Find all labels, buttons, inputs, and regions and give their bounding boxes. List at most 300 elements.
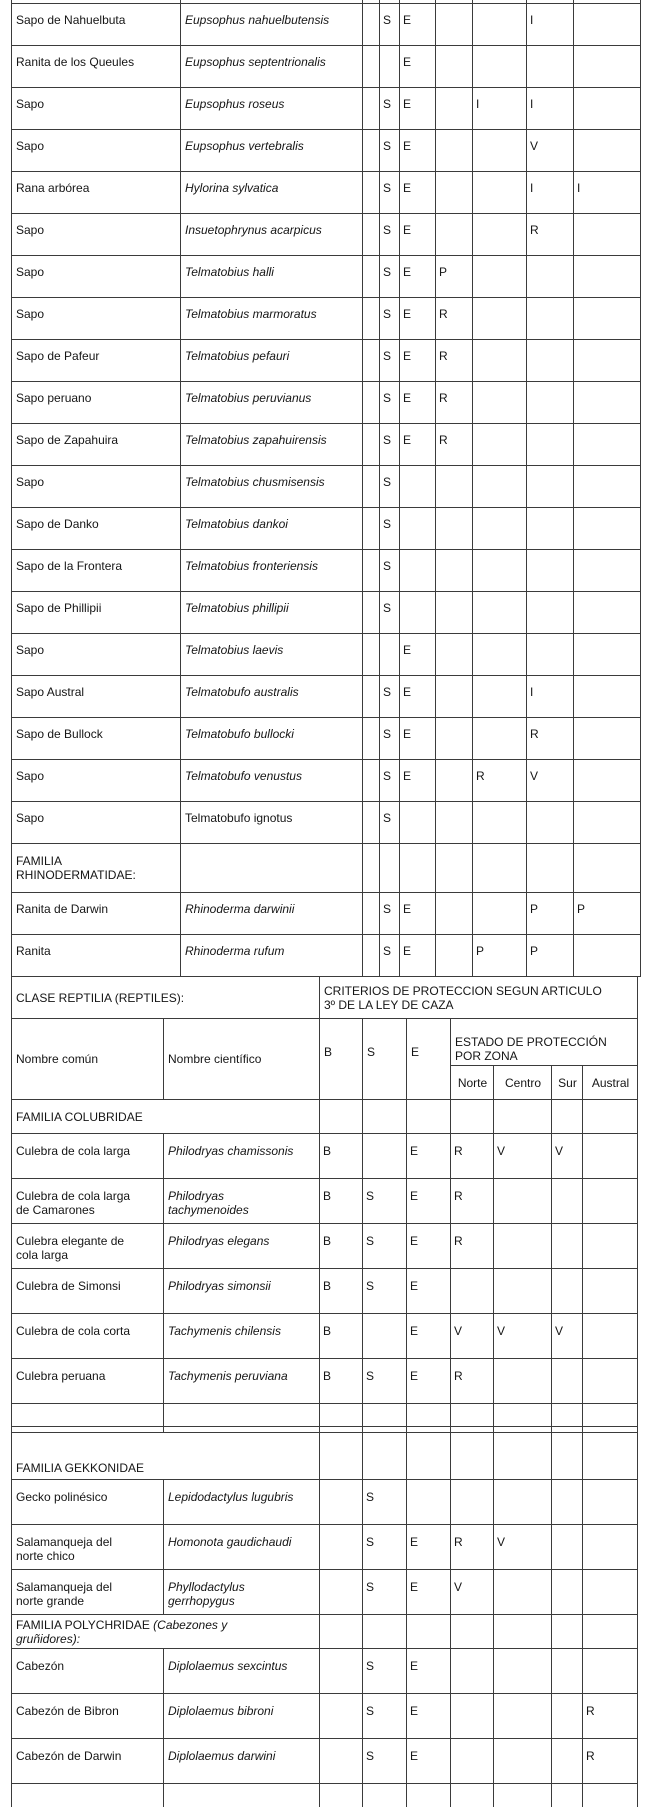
- cell-zone-4: [574, 634, 641, 676]
- cell-zone-3: [527, 256, 574, 298]
- cell-criterion-s: S: [363, 1179, 407, 1224]
- cell-scientific-name: Philodryas tachymenoides: [164, 1179, 320, 1224]
- cell-scientific-name: Diplolaemus darwini: [164, 1739, 320, 1784]
- cell-zone-centro: [494, 1570, 552, 1615]
- cell-zone-2: [473, 844, 527, 893]
- cell-zone-4: [574, 424, 641, 466]
- species-row: [12, 1480, 638, 1525]
- cell-zone-sur: [552, 1525, 583, 1570]
- species-row: [12, 88, 641, 130]
- cell-zone-centro: V: [494, 1525, 552, 1570]
- cell-common-name: Culebra de Simonsi: [12, 1269, 164, 1314]
- cell-zone-4: P: [574, 893, 641, 935]
- cell-criterion-b: [363, 935, 380, 977]
- cell-zone-3: V: [527, 760, 574, 802]
- cell-zone-1: R: [436, 298, 473, 340]
- species-row: [12, 1739, 638, 1784]
- cell-criterion-b: [363, 130, 380, 172]
- cell-scientific-name: Tachymenis peruviana: [164, 1359, 320, 1404]
- cell-criterion-b: B: [320, 1134, 363, 1179]
- cell-criterion-s: [363, 1784, 407, 1807]
- cell-criterion-s: [380, 634, 400, 676]
- cell-zone-sur: [552, 1570, 583, 1615]
- cell-criterion-e: E: [407, 1269, 451, 1314]
- cell-zone-austral: [583, 1615, 638, 1649]
- cell-zone-3: I: [527, 4, 574, 46]
- cell-criterion-s: [363, 1433, 407, 1480]
- header-zone-austral: Austral: [583, 1066, 638, 1100]
- cell-zone-1: [436, 46, 473, 88]
- cell-zone-3: [527, 508, 574, 550]
- cell-scientific-name: Rhinoderma darwinii: [181, 893, 363, 935]
- cell-zone-4: [574, 46, 641, 88]
- cell-criterion-s: S: [363, 1649, 407, 1694]
- family_tall-row: [12, 1433, 638, 1480]
- cell-criterion-e: E: [400, 760, 436, 802]
- family-subtitle-italic: gruñidores):: [16, 1632, 80, 1646]
- cell-criterion-s: S: [380, 340, 400, 382]
- cell-criterion-s: S: [363, 1525, 407, 1570]
- cell-zone-centro: [494, 1179, 552, 1224]
- cell-criterion-e: E: [400, 718, 436, 760]
- cell-criterion-b: [320, 1739, 363, 1784]
- cell-common-name: Sapo: [12, 760, 181, 802]
- cell-criterion-e: E: [400, 382, 436, 424]
- header-common-name: Nombre común: [12, 1019, 164, 1100]
- cell-criterion-b: [363, 893, 380, 935]
- family-heading-cell: FAMILIA RHINODERMATIDAE:: [12, 844, 181, 893]
- cell-zone-1: R: [436, 340, 473, 382]
- cell-scientific-name: Diplolaemus sexcintus: [164, 1649, 320, 1694]
- cell-zone-sur: [552, 1404, 583, 1427]
- cell-common-name: Sapo de Pafeur: [12, 340, 181, 382]
- cell-zone-2: [473, 424, 527, 466]
- cell-criterion-e: E: [400, 46, 436, 88]
- cell-zone-3: [527, 844, 574, 893]
- cell-zone-2: I: [473, 88, 527, 130]
- cell-criterion-e: E: [407, 1134, 451, 1179]
- species-row: [12, 4, 641, 46]
- cell-zone-2: [473, 508, 527, 550]
- cell-criterion-s: S: [380, 508, 400, 550]
- cell-zone-3: I: [527, 172, 574, 214]
- species-row: [12, 718, 641, 760]
- criterios-line1: CRITERIOS DE PROTECCION SEGUN ARTICULO: [324, 984, 602, 998]
- cell-zone-3: [527, 298, 574, 340]
- cell-zone-2: [473, 550, 527, 592]
- cell-criterion-s: S: [363, 1694, 407, 1739]
- cell-zone-2: [473, 214, 527, 256]
- species-row: [12, 1359, 638, 1404]
- cell-criterion-e: [407, 1433, 451, 1480]
- cell-criterion-s: S: [380, 130, 400, 172]
- cell-criterion-s: S: [380, 424, 400, 466]
- cell-criterion-b: [363, 592, 380, 634]
- species-row: [12, 508, 641, 550]
- cell-scientific-name: Lepidodactylus lugubris: [164, 1480, 320, 1525]
- cell-zone-1: [436, 592, 473, 634]
- cell-zone-norte: [451, 1739, 494, 1784]
- cell-common-name: Sapo de la Frontera: [12, 550, 181, 592]
- cell-zone-norte: [451, 1100, 494, 1134]
- cell-zone-austral: [583, 1224, 638, 1269]
- cell-criterion-e: [400, 844, 436, 893]
- cell-common-name: Cabezón de Bibron: [12, 1694, 164, 1739]
- cell-scientific-name: Telmatobius fronteriensis: [181, 550, 363, 592]
- cell-criterion-e: E: [407, 1649, 451, 1694]
- cell-zone-centro: [494, 1739, 552, 1784]
- cell-criterion-b: [320, 1404, 363, 1427]
- species-row: [12, 1649, 638, 1694]
- cell-scientific-name: Eupsophus septentrionalis: [181, 46, 363, 88]
- amphibians-protection-table: [11, 0, 641, 977]
- cell-scientific-name: Philodryas elegans: [164, 1224, 320, 1269]
- species-row: [12, 172, 641, 214]
- cell-zone-centro: [494, 1269, 552, 1314]
- cell-criterion-b: [320, 1649, 363, 1694]
- header-scientific-name: Nombre científico: [164, 1019, 320, 1100]
- cell-criterion-s: S: [380, 893, 400, 935]
- estado-line1: ESTADO DE PROTECCIÓN: [455, 1035, 607, 1049]
- cell-zone-centro: [494, 1784, 552, 1807]
- criterios-heading-cell: [320, 977, 638, 1019]
- cell-criterion-s: S: [380, 760, 400, 802]
- cell-zone-4: [574, 550, 641, 592]
- estado-line2: POR ZONA: [455, 1049, 518, 1063]
- header-estado-zona: [451, 1019, 638, 1066]
- cell-zone-3: [527, 550, 574, 592]
- species-row: [12, 256, 641, 298]
- cell-scientific-name: Telmatobius marmoratus: [181, 298, 363, 340]
- cell-criterion-s: S: [363, 1224, 407, 1269]
- cell-common-name: Sapo de Danko: [12, 508, 181, 550]
- cell-criterion-s: S: [363, 1739, 407, 1784]
- cell-common-name: Culebra elegante de cola larga: [12, 1224, 164, 1269]
- cell-scientific-name: Hylorina sylvatica: [181, 172, 363, 214]
- cell-criterion-s: S: [380, 550, 400, 592]
- cell-common-name: Sapo peruano: [12, 382, 181, 424]
- species-row: [12, 382, 641, 424]
- cell-zone-3: [527, 634, 574, 676]
- cell-zone-3: P: [527, 893, 574, 935]
- cell-zone-1: [436, 88, 473, 130]
- cell-zone-3: R: [527, 214, 574, 256]
- cell-criterion-e: E: [407, 1179, 451, 1224]
- cell-criterion-s: S: [380, 466, 400, 508]
- cell-common-name: Sapo: [12, 298, 181, 340]
- cell-zone-austral: [583, 1404, 638, 1427]
- cell-zone-1: [436, 508, 473, 550]
- cell-criterion-b: [363, 634, 380, 676]
- cell-zone-centro: [494, 1615, 552, 1649]
- cell-zone-austral: [583, 1525, 638, 1570]
- species-row: [12, 130, 641, 172]
- cell-common-name: Sapo: [12, 466, 181, 508]
- cell-scientific-name: Phyllodactylus gerrhopygus: [164, 1570, 320, 1615]
- cell-criterion-s: S: [380, 718, 400, 760]
- cell-zone-centro: V: [494, 1314, 552, 1359]
- cell-criterion-b: [363, 466, 380, 508]
- species-row: [12, 1694, 638, 1739]
- cell-zone-norte: R: [451, 1224, 494, 1269]
- cell-scientific-name: Diplolaemus bibroni: [164, 1694, 320, 1739]
- header-zone-centro: Centro: [494, 1066, 552, 1100]
- cell-zone-3: [527, 46, 574, 88]
- cell-criterion-e: E: [400, 256, 436, 298]
- cell-criterion-e: E: [407, 1224, 451, 1269]
- cell-criterion-e: E: [400, 88, 436, 130]
- species-row: [12, 46, 641, 88]
- cell-criterion-b: [363, 508, 380, 550]
- cell-criterion-b: [320, 1784, 363, 1807]
- cell-criterion-e: E: [407, 1570, 451, 1615]
- cell-scientific-name: Eupsophus vertebralis: [181, 130, 363, 172]
- species-row: [12, 1179, 638, 1224]
- cell-criterion-s: S: [380, 4, 400, 46]
- cell-zone-2: [473, 130, 527, 172]
- cell-zone-norte: [451, 1480, 494, 1525]
- cell-criterion-e: E: [407, 1739, 451, 1784]
- cell-zone-norte: [451, 1269, 494, 1314]
- cell-zone-norte: [451, 1615, 494, 1649]
- cell-common-name: [12, 1404, 164, 1427]
- cell-zone-2: [473, 592, 527, 634]
- cell-zone-sur: [552, 1179, 583, 1224]
- species-row: [12, 802, 641, 844]
- cell-criterion-s: [380, 46, 400, 88]
- cell-criterion-b: [363, 46, 380, 88]
- family-heading-cell: FAMILIA COLUBRIDAE: [12, 1100, 320, 1134]
- cell-zone-1: [436, 130, 473, 172]
- cell-scientific-name: Rhinoderma rufum: [181, 935, 363, 977]
- cell-criterion-e: E: [407, 1359, 451, 1404]
- cell-criterion-e: E: [400, 340, 436, 382]
- cell-zone-3: [527, 340, 574, 382]
- cell-common-name: Cabezón de Darwin: [12, 1739, 164, 1784]
- cell-criterion-b: [363, 676, 380, 718]
- cell-zone-4: [574, 256, 641, 298]
- cell-zone-austral: [583, 1784, 638, 1807]
- family-heading-cell: FAMILIA POLYCHRIDAE (Cabezones y gruñidores):: [12, 1615, 320, 1649]
- cell-zone-2: [473, 46, 527, 88]
- cell-criterion-e: E: [400, 298, 436, 340]
- cell-common-name: Gecko polinésico: [12, 1480, 164, 1525]
- cell-zone-3: [527, 382, 574, 424]
- cell-common-name: Sapo: [12, 88, 181, 130]
- cell-criterion-b: B: [320, 1224, 363, 1269]
- cell-zone-norte: [451, 1649, 494, 1694]
- cell-zone-1: [436, 802, 473, 844]
- cell-scientific-name: Philodryas chamissonis: [164, 1134, 320, 1179]
- species-row: [12, 298, 641, 340]
- cell-criterion-b: [363, 214, 380, 256]
- cell-zone-4: [574, 844, 641, 893]
- cell-zone-norte: R: [451, 1525, 494, 1570]
- cell-scientific-name: Telmatobius peruvianus: [181, 382, 363, 424]
- cell-zone-1: P: [436, 256, 473, 298]
- cell-scientific-name: Telmatobius pefauri: [181, 340, 363, 382]
- cell-zone-austral: [583, 1314, 638, 1359]
- species-row: [12, 935, 641, 977]
- header-zone-sur: Sur: [552, 1066, 583, 1100]
- cell-scientific-name: Homonota gaudichaudi: [164, 1525, 320, 1570]
- cell-criterion-e: E: [400, 4, 436, 46]
- cell-criterion-e: E: [407, 1525, 451, 1570]
- cell-zone-sur: [552, 1224, 583, 1269]
- cell-criterion-e: [400, 550, 436, 592]
- cell-zone-4: [574, 298, 641, 340]
- cell-zone-3: I: [527, 676, 574, 718]
- cell-common-name: Sapo: [12, 130, 181, 172]
- species-row: [12, 893, 641, 935]
- cell-common-name: Ranita: [12, 935, 181, 977]
- cell-criterion-b: [363, 760, 380, 802]
- cell-criterion-s: [363, 1134, 407, 1179]
- cell-scientific-name: [164, 1404, 320, 1427]
- cell-scientific-name: Telmatobius halli: [181, 256, 363, 298]
- cell-common-name: Ranita de los Queules: [12, 46, 181, 88]
- cell-common-name: Cabezón: [12, 1649, 164, 1694]
- cell-zone-3: [527, 424, 574, 466]
- cell-zone-norte: V: [451, 1314, 494, 1359]
- cell-criterion-e: E: [400, 214, 436, 256]
- cell-zone-1: [436, 550, 473, 592]
- cell-zone-4: [574, 676, 641, 718]
- cell-common-name: Culebra de cola larga de Camarones: [12, 1179, 164, 1224]
- species-row: [12, 214, 641, 256]
- cell-zone-sur: [552, 1433, 583, 1480]
- cell-common-name: [12, 1784, 164, 1807]
- family-heading-cell: FAMILIA GEKKONIDAE: [12, 1433, 320, 1480]
- cell-zone-4: [574, 214, 641, 256]
- cell-zone-3: [527, 802, 574, 844]
- cell-zone-2: [473, 4, 527, 46]
- cell-zone-austral: [583, 1480, 638, 1525]
- cell-zone-1: [436, 676, 473, 718]
- cell-criterion-b: [363, 172, 380, 214]
- cell-scientific-name: Eupsophus nahuelbutensis: [181, 4, 363, 46]
- cell-zone-2: R: [473, 760, 527, 802]
- cell-zone-sur: [552, 1100, 583, 1134]
- cell-criterion-b: [363, 88, 380, 130]
- cell-zone-austral: [583, 1570, 638, 1615]
- cell-zone-3: [527, 592, 574, 634]
- cell-scientific-name: Telmatobufo australis: [181, 676, 363, 718]
- cell-criterion-b: [363, 424, 380, 466]
- cell-criterion-b: [363, 844, 380, 893]
- cell-zone-1: R: [436, 424, 473, 466]
- cell-scientific-name: Telmatobius dankoi: [181, 508, 363, 550]
- cell-zone-2: [473, 172, 527, 214]
- cell-criterion-e: E: [407, 1314, 451, 1359]
- cell-criterion-e: E: [400, 424, 436, 466]
- cell-zone-2: [473, 893, 527, 935]
- cell-zone-centro: [494, 1694, 552, 1739]
- cell-zone-1: [436, 634, 473, 676]
- cell-criterion-s: S: [363, 1359, 407, 1404]
- cell-zone-4: [574, 130, 641, 172]
- cell-zone-sur: [552, 1739, 583, 1784]
- cut_bottom-row: [12, 1784, 638, 1807]
- cell-zone-4: [574, 88, 641, 130]
- cell-zone-centro: [494, 1359, 552, 1404]
- cell-criterion-s: S: [363, 1480, 407, 1525]
- cell-criterion-b: B: [320, 1269, 363, 1314]
- cell-zone-2: [473, 382, 527, 424]
- cell-common-name: Salamanqueja del norte chico: [12, 1525, 164, 1570]
- cell-criterion-b: B: [320, 1314, 363, 1359]
- cell-criterion-s: [363, 1314, 407, 1359]
- cell-criterion-e: [400, 592, 436, 634]
- cell-zone-1: [436, 718, 473, 760]
- cell-zone-centro: [494, 1649, 552, 1694]
- cell-zone-norte: V: [451, 1570, 494, 1615]
- cell-zone-sur: [552, 1269, 583, 1314]
- cell-common-name: Culebra de cola larga: [12, 1134, 164, 1179]
- cell-zone-sur: [552, 1649, 583, 1694]
- cell-zone-1: [436, 844, 473, 893]
- cell-common-name: Sapo: [12, 634, 181, 676]
- cell-zone-3: I: [527, 88, 574, 130]
- cell-scientific-name: Telmatobufo venustus: [181, 760, 363, 802]
- cell-scientific-name: [181, 844, 363, 893]
- cell-zone-sur: V: [552, 1134, 583, 1179]
- species-row: [12, 1314, 638, 1359]
- cell-criterion-s: S: [380, 676, 400, 718]
- cell-common-name: Sapo Austral: [12, 676, 181, 718]
- cell-criterion-e: [400, 508, 436, 550]
- cell-scientific-name: Philodryas simonsii: [164, 1269, 320, 1314]
- table-row: [12, 977, 638, 1019]
- cell-common-name: Sapo: [12, 214, 181, 256]
- cell-common-name: Culebra de cola corta: [12, 1314, 164, 1359]
- family-row: [12, 1100, 638, 1134]
- cell-zone-norte: [451, 1404, 494, 1427]
- cell-zone-3: [527, 466, 574, 508]
- cell-common-name: Salamanqueja del norte grande: [12, 1570, 164, 1615]
- cell-zone-1: [436, 172, 473, 214]
- cell-common-name: Sapo de Bullock: [12, 718, 181, 760]
- cell-criterion-e: E: [400, 172, 436, 214]
- cell-zone-4: [574, 935, 641, 977]
- species-row: [12, 634, 641, 676]
- cell-zone-centro: [494, 1480, 552, 1525]
- cell-zone-norte: R: [451, 1359, 494, 1404]
- cell-zone-sur: V: [552, 1314, 583, 1359]
- cell-criterion-b: [363, 550, 380, 592]
- cell-scientific-name: Telmatobius phillipii: [181, 592, 363, 634]
- cell-criterion-s: [363, 1404, 407, 1427]
- cell-scientific-name: [164, 1784, 320, 1807]
- cell-zone-2: [473, 340, 527, 382]
- cell-zone-4: [574, 382, 641, 424]
- cell-zone-1: [436, 4, 473, 46]
- cell-criterion-s: S: [380, 88, 400, 130]
- cell-scientific-name: Insuetophrynus acarpicus: [181, 214, 363, 256]
- cell-criterion-s: S: [380, 256, 400, 298]
- cell-zone-2: [473, 802, 527, 844]
- header-zone-norte: Norte: [451, 1066, 494, 1100]
- cell-scientific-name: Tachymenis chilensis: [164, 1314, 320, 1359]
- cell-criterion-b: [363, 718, 380, 760]
- cell-criterion-b: [363, 340, 380, 382]
- cell-scientific-name: Telmatobufo bullocki: [181, 718, 363, 760]
- clase-heading-cell: CLASE REPTILIA (REPTILES):: [12, 977, 320, 1019]
- cell-criterion-e: [407, 1404, 451, 1427]
- cell-common-name: Ranita de Darwin: [12, 893, 181, 935]
- cell-zone-norte: [451, 1784, 494, 1807]
- cell-common-name: Culebra peruana: [12, 1359, 164, 1404]
